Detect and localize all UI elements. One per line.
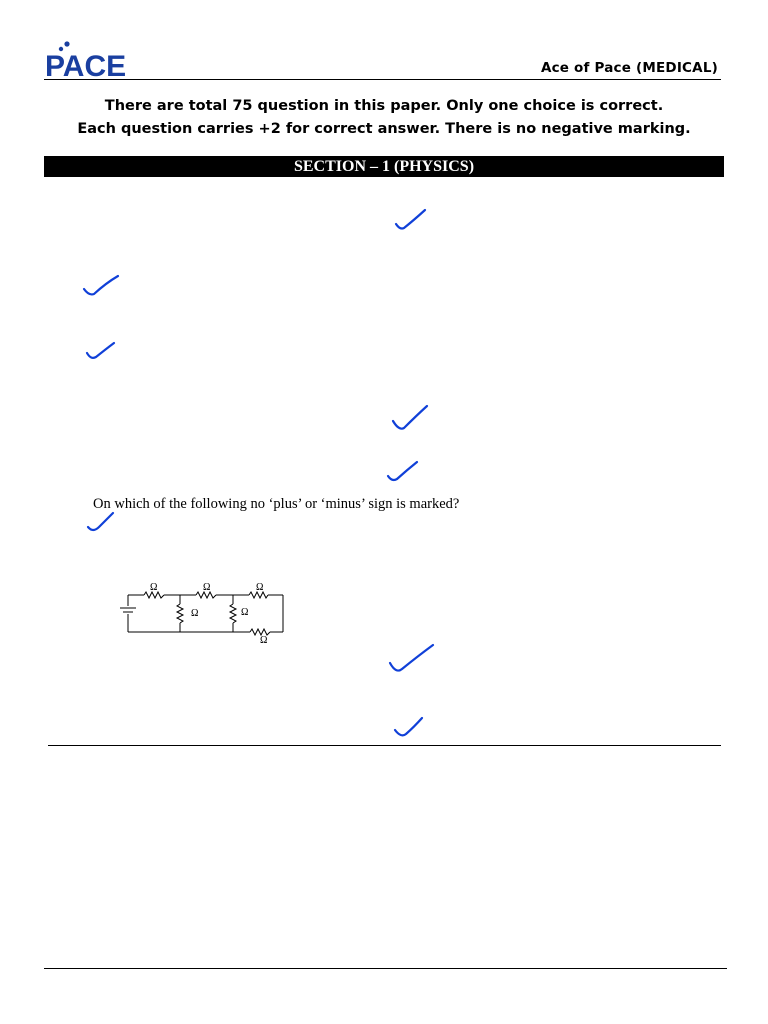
resistor-label-5: Ω [241,607,249,618]
resistor-label-4: Ω [191,608,199,619]
circuit-diagram [112,578,292,646]
section-title-bar: SECTION – 1 (PHYSICS) [44,156,724,177]
resistor-label-1: Ω [150,582,158,593]
check-mark-icon [87,343,114,358]
header-title: Ace of Pace (MEDICAL) [540,60,718,76]
check-mark-icon [390,645,433,671]
content-divider [48,745,721,746]
check-mark-icon [388,462,417,480]
resistor-label-3: Ω [256,582,264,593]
check-mark-icon [84,276,118,294]
resistor-label-6: Ω [260,635,268,646]
instruction-line-2: Each question carries +2 for correct answer. There is no negative marking. [77,121,691,137]
check-mark-icon [395,718,422,735]
logo-text: PACE [45,50,127,80]
pace-logo [44,40,134,80]
resistor-label-2: Ω [203,582,211,593]
question-text: On which of the following no ‘plus’ or ‘minus’ sign is marked? [93,496,460,512]
footer-divider [44,968,727,969]
instruction-line-1: There are total 75 question in this paper. Only one choice is correct. [104,98,664,114]
header-divider [44,79,721,80]
check-mark-icon [393,406,427,429]
check-mark-icon [88,513,113,530]
check-mark-icon [396,210,425,229]
